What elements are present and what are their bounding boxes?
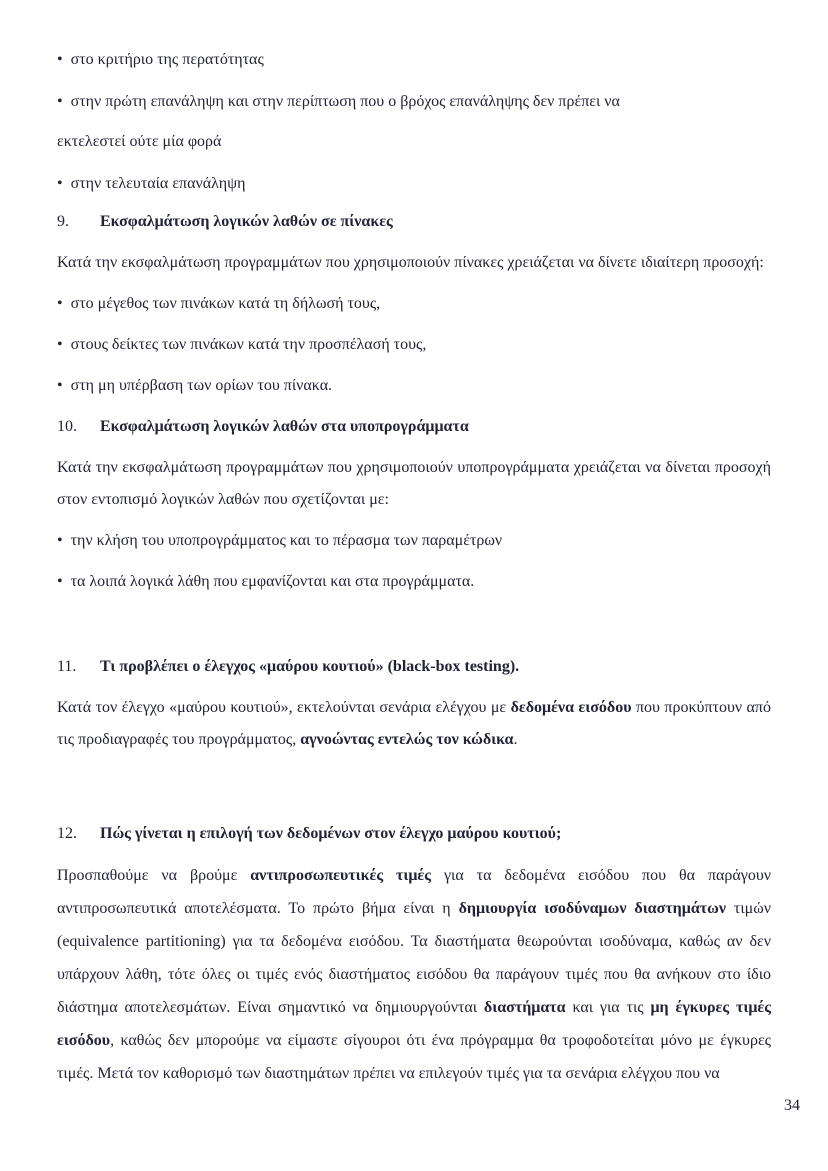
bullet-glyph: •	[57, 93, 63, 110]
text-segment-bold: διαστήματα	[483, 999, 566, 1016]
text-segment: τιμών (equivalence partitioning) για τα δεδομένα εισόδου. Τα διαστήματα θεωρούνται ισοδύναμα, καθώς αν δεν υπάρχουν λάθη, τότε όλες οι τιμές ενός διαστήματος εισόδου θα παράγουν τιμές που θα ανήκουν στο ίδιο διάστημα αποτελεσμάτων. Είναι σημαντικό να δημιουργούνται	[57, 900, 772, 1016]
section-12-paragraph	[57, 859, 771, 1090]
bullet-item	[57, 370, 771, 402]
bullet-text: στη μη υπέρβαση των ορίων του πίνακα.	[70, 377, 333, 394]
text-segment: που προκύπτουν από τις προδιαγραφές του προγράμματος,	[57, 699, 771, 748]
bullet-glyph: •	[57, 573, 63, 590]
bullet-item	[57, 566, 771, 598]
bullet-glyph: •	[57, 377, 63, 394]
section-title: Εκσφαλμάτωση λογικών λαθών στα υποπρογράμματα	[100, 418, 469, 435]
bullet-text: στο μέγεθος των πινάκων κατά τη δήλωσή τους,	[70, 295, 381, 312]
text-segment-bold: δημιουργία ισοδύναμων διαστημάτων	[458, 900, 726, 917]
text-segment: .	[513, 731, 518, 748]
page-number: 34	[784, 1097, 800, 1114]
section-10-heading	[57, 411, 771, 443]
bullet-item	[57, 164, 771, 204]
text-segment-bold: μη έγκυρες τιμές εισόδου	[57, 999, 771, 1049]
bullet-text: στην πρώτη επανάληψη και στην περίπτωση που ο βρόχος επανάληψης δεν πρέπει να εκτελεστεί ούτε μία φορά	[57, 93, 620, 150]
bullet-item	[57, 82, 657, 162]
bullet-glyph: •	[57, 51, 63, 68]
bullet-glyph: •	[57, 336, 63, 353]
bullet-item	[57, 329, 771, 361]
section-9-heading	[57, 206, 771, 238]
text-segment-bold: αντιπροσωπευτικές τιμές	[250, 867, 432, 884]
bullet-text: την κλήση του υποπρογράμματος και το πέρασμα των παραμέτρων	[70, 532, 503, 549]
section-11-heading	[57, 651, 771, 683]
text-segment: και για τις	[565, 999, 651, 1016]
bullet-text: στους δείκτες των πινάκων κατά την προσπέλασή τους,	[70, 336, 427, 353]
text-segment: Κατά τον έλεγχο «μαύρου κουτιού», εκτελούνται σενάρια ελέγχου με	[57, 699, 511, 716]
bullet-glyph: •	[57, 295, 63, 312]
bullet-item	[57, 288, 771, 320]
section-10-intro: Κατά την εκσφαλμάτωση προγραμμάτων που χρησιμοποιούν υποπρογράμματα χρειάζεται να δίνεται προσοχή στον εντοπισμό λογικών λαθών που σχετίζονται με:	[57, 459, 771, 508]
bullet-glyph: •	[57, 532, 63, 549]
bullet-text: στην τελευταία επανάληψη	[70, 175, 246, 192]
section-number: 11.	[57, 658, 77, 675]
text-segment: , καθώς δεν μπορούμε να είμαστε σίγουροι ότι ένα πρόγραμμα θα τροφοδοτείται μόνο με έγκυρες τιμές. Μετά τον καθορισμό των διαστημάτων πρέπει να επιλεγούν τιμές για τα σενάρια ελέγχου που να	[57, 1032, 771, 1082]
section-title: Πώς γίνεται η επιλογή των δεδομένων στον έλεγχο μαύρου κουτιού;	[100, 825, 562, 842]
text-segment: Προσπαθούμε να βρούμε	[57, 867, 251, 884]
section-11-paragraph	[57, 692, 771, 756]
section-9-intro: Κατά την εκσφαλμάτωση προγραμμάτων που χρησιμοποιούν πίνακες χρειάζεται να δίνετε ιδιαίτερη προσοχή:	[57, 254, 764, 271]
bullet-item	[57, 40, 771, 80]
bullet-glyph: •	[57, 175, 63, 192]
bullet-text: τα λοιπά λογικά λάθη που εμφανίζονται και στα προγράμματα.	[70, 573, 475, 590]
section-12-heading	[57, 818, 771, 850]
section-title: Εκσφαλμάτωση λογικών λαθών σε πίνακες	[100, 213, 393, 230]
section-number: 9.	[57, 213, 69, 230]
section-number: 10.	[57, 418, 77, 435]
text-segment-bold: δεδομένα εισόδου	[510, 699, 632, 716]
section-number: 12.	[57, 825, 77, 842]
section-title: Τι προβλέπει ο έλεγχος «μαύρου κουτιού» (black-box testing).	[100, 658, 520, 675]
text-segment: για τα δεδομένα εισόδου που θα παράγουν αντιπροσωπευτικά αποτελέσματα. Το πρώτο βήμα είναι η	[57, 867, 772, 917]
bullet-item	[57, 525, 771, 557]
bullet-text: στο κριτήριο της περατότητας	[70, 51, 264, 68]
text-segment-bold: αγνοώντας εντελώς τον κώδικα	[300, 731, 514, 748]
